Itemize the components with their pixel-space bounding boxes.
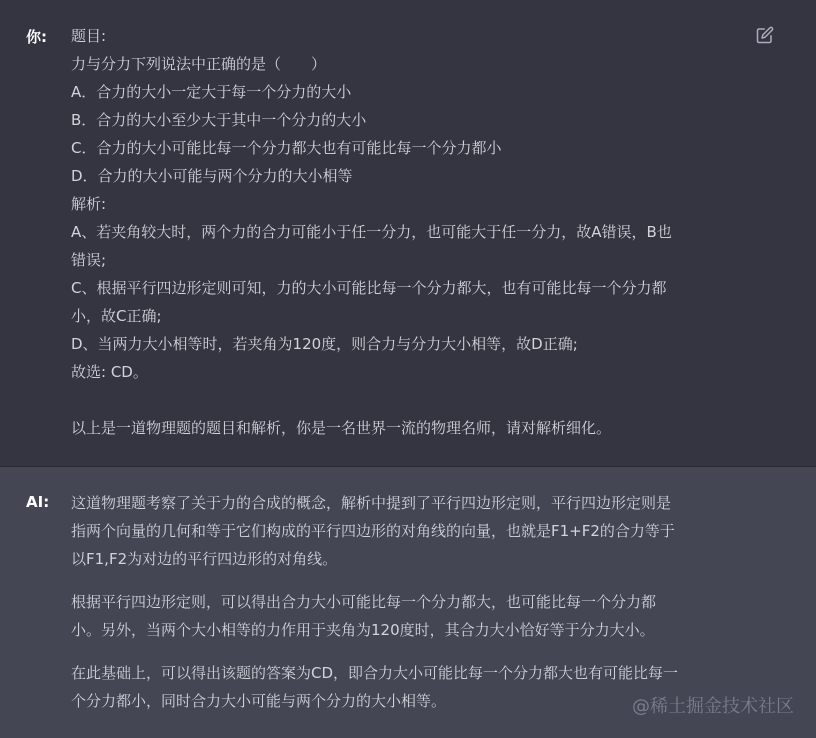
message-line: 故选: CD。: [71, 363, 148, 381]
message-line: 小。另外，当两个大小相等的力作用于夹角为120度时，其合力大小恰好等于分力大小。: [71, 621, 655, 639]
message-line: 在此基础上，可以得出该题的答案为CD，即合力大小可能比每一个分力都大也有可能比每一: [71, 664, 679, 682]
message-line: 错误;: [71, 251, 107, 269]
edit-message-button[interactable]: [756, 26, 776, 46]
user-speaker-label: 你:: [26, 28, 47, 46]
message-line: 以上是一道物理题的题目和解析，你是一名世界一流的物理名师，请对解析细化。: [71, 419, 612, 437]
message-line: D、当两力大小相等时，若夹角为120度，则合力与分力大小相等，故D正确;: [71, 335, 578, 353]
message-line: 指两个向量的几何和等于它们构成的平行四边形的对角线的向量，也就是F1+F2的合力等于: [71, 522, 675, 540]
message-line: 根据平行四边形定则，可以得出合力大小可能比每一个分力都大，也可能比每一个分力都: [71, 593, 657, 611]
message-line: 题目:: [71, 27, 107, 45]
ai-speaker-label: AI:: [26, 493, 50, 511]
watermark: @稀土掘金技术社区: [632, 696, 794, 717]
edit-pencil-icon: [756, 26, 774, 44]
message-line: 小，故C正确;: [71, 307, 162, 325]
message-line: C、根据平行四边形定则可知，力的大小可能比每一个分力都大，也有可能比每一个分力都: [71, 279, 667, 297]
user-message-content: [71, 22, 731, 442]
message-line: 以F1,F2为对边的平行四边形的对角线。: [71, 550, 338, 568]
paragraph-gap: [71, 386, 731, 414]
message-line: 个分力都小，同时合力大小可能与两个分力的大小相等。: [71, 692, 447, 710]
ai-paragraph: [71, 489, 731, 573]
message-line: 这道物理题考察了关于力的合成的概念，解析中提到了平行四边形定则，平行四边形定则是: [71, 494, 672, 512]
message-line: A．合力的大小一定大于每一个分力的大小: [71, 83, 352, 101]
message-line: B．合力的大小至少大于其中一个分力的大小: [71, 111, 367, 129]
message-line: 力与分力下列说法中正确的是（ ）: [71, 55, 327, 73]
message-line: 解析:: [71, 195, 107, 213]
message-line: C．合力的大小可能比每一个分力都大也有可能比每一个分力都小: [71, 139, 502, 157]
ai-paragraph: [71, 588, 731, 644]
message-line: A、若夹角较大时，两个力的合力可能小于任一分力，也可能大于任一分力，故A错误，B也: [71, 223, 672, 241]
message-line: D．合力的大小可能与两个分力的大小相等: [71, 167, 353, 185]
